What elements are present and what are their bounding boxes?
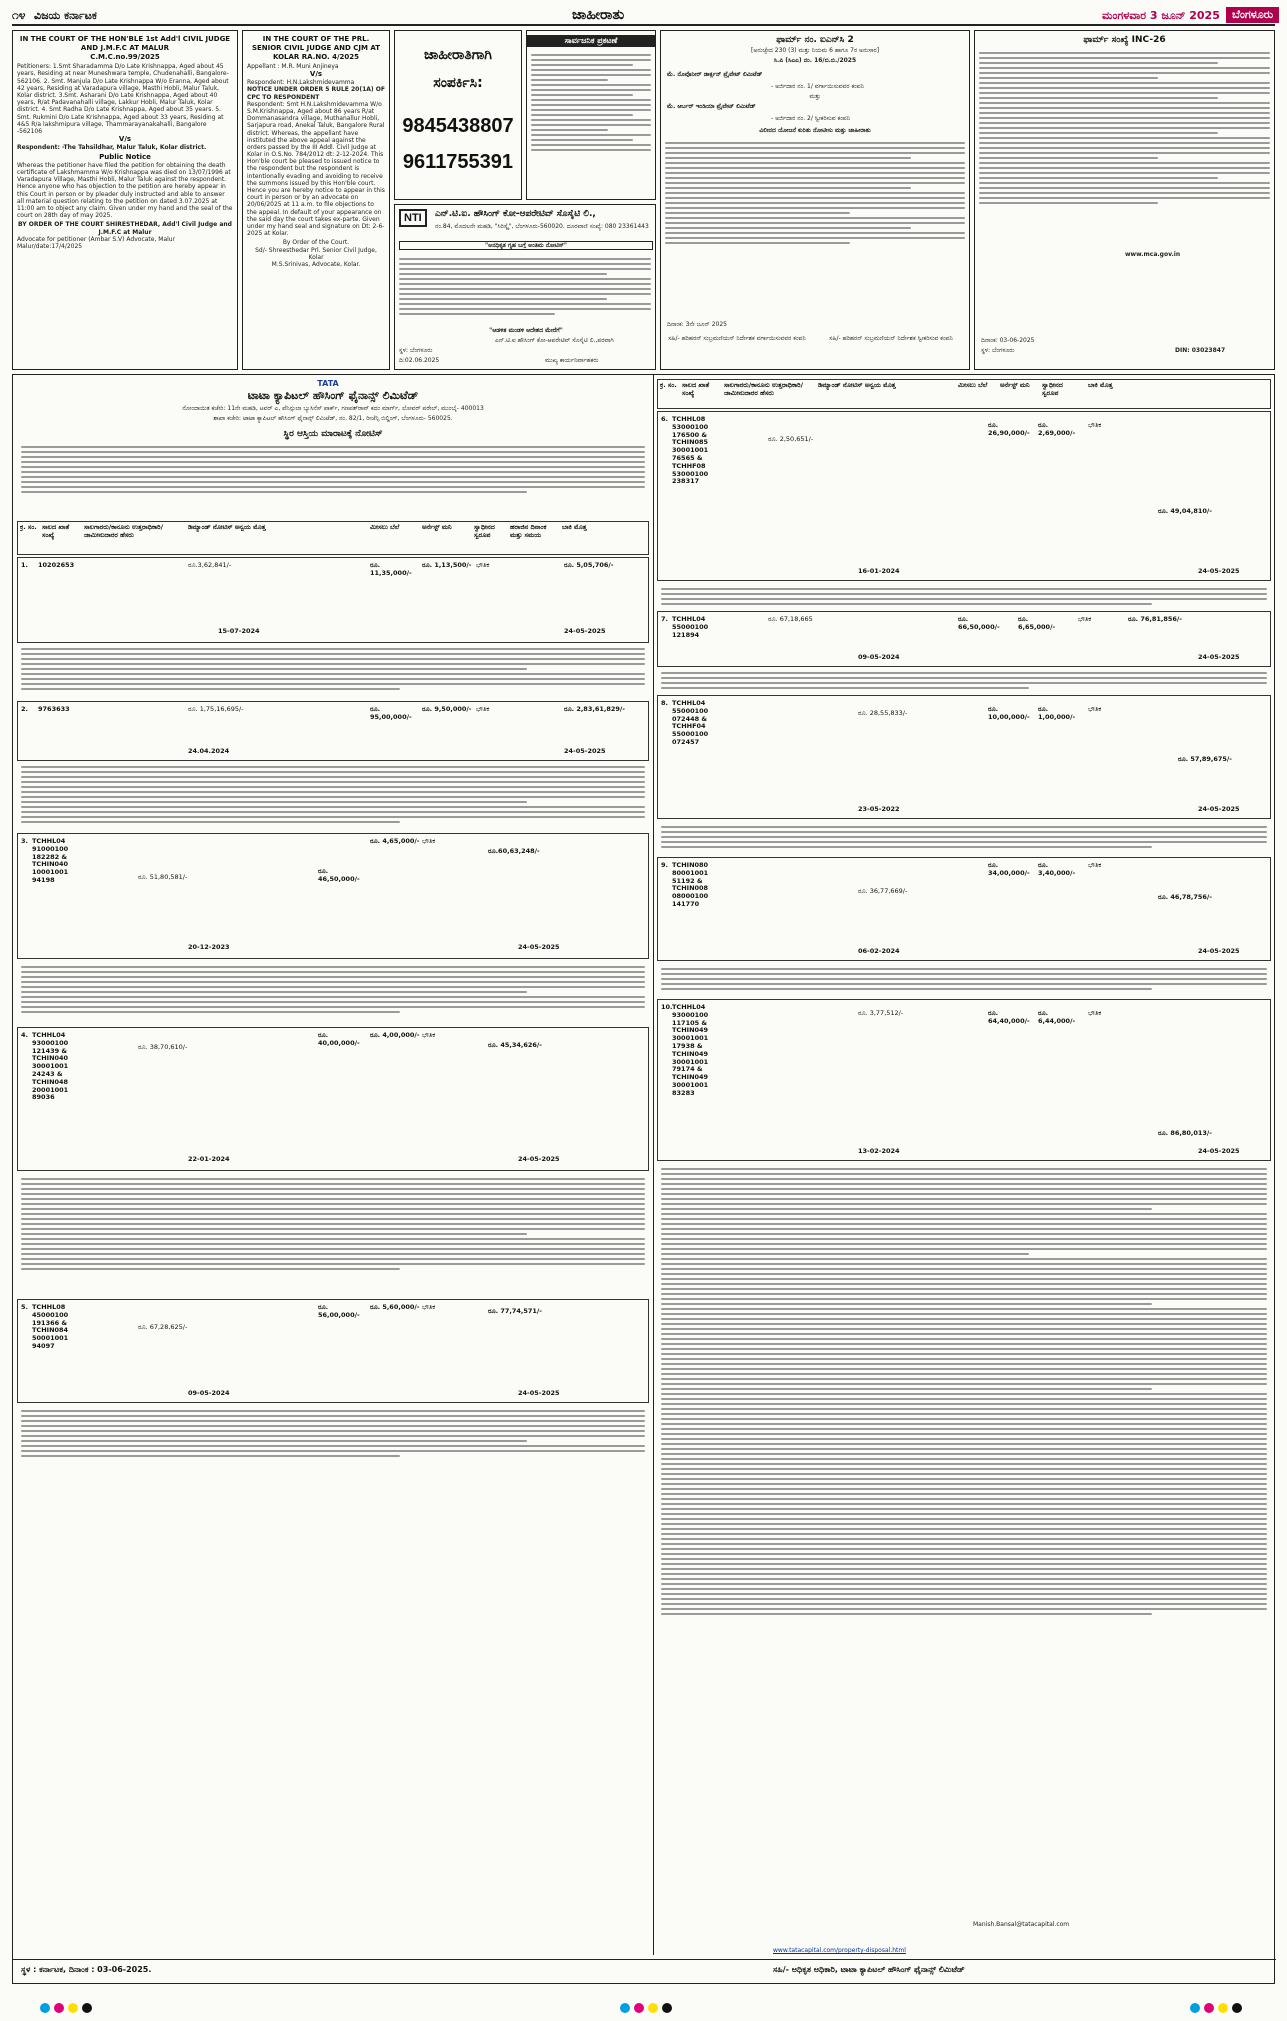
magenta-mark bbox=[1204, 2003, 1214, 2013]
row-amount: ರೂ. 67,28,625/- bbox=[138, 1324, 188, 1331]
row-sn: 10. bbox=[661, 1004, 673, 1011]
section-title: ಜಾಹೀರಾತು bbox=[572, 7, 625, 23]
row-sn: 2. bbox=[21, 706, 28, 713]
row-account: TCHHL04 55000100 121894 bbox=[672, 616, 709, 639]
row-description bbox=[657, 965, 1271, 993]
yellow-mark bbox=[648, 2003, 658, 2013]
row-reserve: ರೂ. 64,40,000/- bbox=[988, 1010, 1030, 1025]
row-possession: ಭೌತಿಕ bbox=[1078, 616, 1092, 623]
row-reserve: ರೂ. 66,50,000/- bbox=[958, 616, 1000, 631]
public-notice-body bbox=[527, 51, 655, 154]
nti-signoff: ಎನ್.ಟಿ.ಐ ಹೌಸಿಂಗ್ ಕೋ-ಆಪರೇಟಿವ್ ಸೊಸೈಟಿ ಲಿ.,ಪರವಾಗಿ bbox=[495, 337, 614, 344]
row-notice-date: 13-02-2024 bbox=[858, 1148, 900, 1155]
row-notice-date: 09-05-2024 bbox=[858, 654, 900, 661]
row-sn: 5. bbox=[21, 1304, 28, 1311]
row-possession: ಭೌತಿಕ bbox=[1088, 422, 1102, 429]
row-auction-date: 24-05-2025 bbox=[1198, 806, 1240, 813]
inc26-date: ದಿನಾಂಕ: 03-06-2025 bbox=[981, 337, 1035, 344]
row-outstanding: ರೂ. 76,81,856/- bbox=[1128, 616, 1182, 623]
nti-ceo: ಮುಖ್ಯ ಕಾರ್ಯನಿರ್ವಾಹಕರು bbox=[545, 357, 599, 364]
court-notice-kolar bbox=[242, 30, 390, 370]
row-account: TCHIN080 80001001 51192 & TCHIN008 08000100 141770 bbox=[672, 862, 709, 908]
tata-logo: TATA bbox=[317, 379, 339, 388]
by-order-text: By Order of the Court. bbox=[282, 239, 350, 247]
table-row bbox=[657, 411, 1271, 581]
inc26-place: ಸ್ಥಳ: ಬೆಂಗಳೂರು bbox=[981, 347, 1015, 354]
row-amount: ರೂ. 3,77,512/- bbox=[858, 1010, 904, 1017]
row-amount: ರೂ. 2,50,651/- bbox=[768, 436, 814, 443]
row-description bbox=[657, 823, 1271, 851]
inc2-case: ಸಿ.ಪಿ (ಸಿಎಎ) ನಂ. 16/ಬಿ.ಬಿ./2025 bbox=[773, 57, 857, 64]
page-number: ೧೪ bbox=[12, 8, 26, 22]
row-emd: ರೂ. 9,50,000/- bbox=[422, 706, 472, 713]
signature-text: Sd/- Shreesthedar Prl. Senior Civil Judge, Kolar bbox=[255, 246, 377, 261]
row-sn: 3. bbox=[21, 838, 28, 845]
inc2-subtitle: [ಅನುಚ್ಛೇದ 230 (3) ಮತ್ತು ನಿಯಮ 6 ಹಾಗೂ 7ರ ಅನುಸಾರ] bbox=[750, 47, 880, 54]
row-sn: 1. bbox=[21, 562, 28, 569]
row-emd: ರೂ. 6,44,000/- bbox=[1038, 1010, 1076, 1025]
tata-signoff: ಸಹಿ/- ಅಧಿಕೃತ ಅಧಿಕಾರಿ, ಟಾಟಾ ಕ್ಯಾಪಿಟಲ್ ಹೌಸಿಂಗ್ ಫೈನಾನ್ಸ್ ಲಿಮಿಟೆಡ್ bbox=[773, 1965, 965, 1974]
respondent-text: Respondent: -The Tahsildhar, Malur Taluk, Kolar district. bbox=[17, 143, 207, 151]
tata-notice-title: ಸ್ಥಿರ ಆಸ್ತಿಯ ಮಾರಾಟಕ್ಕೆ ನೋಟಿಸ್ bbox=[283, 429, 383, 439]
row-possession: ಭೌತಿಕ bbox=[1088, 706, 1102, 713]
header-auction-date: ಹರಾಜಿನ ದಿನಾಂಕ ಮತ್ತು ಸಮಯ bbox=[510, 524, 547, 539]
registration-marks-center bbox=[620, 2003, 700, 2015]
row-notice-date: 24.04.2024 bbox=[188, 748, 230, 755]
row-account: TCHHL04 55000100 072448 & TCHHF04 55000100 072457 bbox=[672, 700, 709, 746]
auction-website-link[interactable]: www.tatacapital.com/property-disposal.html bbox=[773, 1947, 906, 1954]
row-emd: ರೂ. 4,65,000/- bbox=[370, 838, 420, 845]
row-outstanding: ರೂ. 45,34,626/- bbox=[488, 1042, 542, 1049]
row-amount: ರೂ. 28,55,833/- bbox=[858, 710, 908, 717]
tata-branch: ಶಾಖಾ ಕಚೇರಿ: ಟಾಟಾ ಕ್ಯಾಪಿಟಲ್ ಹೌಸಿಂಗ್ ಫೈನಾನ್ಸ್ ಲಿಮಿಟೆಡ್, ನಂ. 82/1, ರೀಜೆನ್ಸಿ ಬಿಲ್ಡಿಂಗ್, ಬೆಂಗಳೂರು- 560025. bbox=[213, 415, 453, 422]
registration-marks-right bbox=[1190, 2003, 1270, 2015]
table-row bbox=[657, 611, 1271, 667]
row-outstanding: ರೂ. 2,83,61,829/- bbox=[564, 706, 625, 713]
nti-body bbox=[395, 255, 655, 318]
terms-and-conditions bbox=[657, 1165, 1271, 1618]
row-auction-date: 24-05-2025 bbox=[1198, 1148, 1240, 1155]
header-sn: ಕ್ರ. ಸಂ. bbox=[660, 382, 677, 389]
row-reserve: ರೂ. 11,35,000/- bbox=[370, 562, 412, 577]
row-reserve: ರೂ. 34,00,000/- bbox=[988, 862, 1030, 877]
row-auction-date: 24-05-2025 bbox=[1198, 568, 1240, 575]
row-outstanding: ರೂ.60,63,248/- bbox=[488, 848, 540, 855]
row-auction-date: 24-05-2025 bbox=[518, 944, 560, 951]
nti-housing-notice bbox=[394, 204, 656, 370]
nti-place: ಸ್ಥಳ: ಬೆಂಗಳೂರು bbox=[399, 347, 433, 354]
row-emd: ರೂ. 1,13,500/- bbox=[422, 562, 472, 569]
row-description bbox=[17, 963, 649, 1016]
row-description bbox=[657, 669, 1271, 692]
table-row bbox=[657, 999, 1271, 1161]
bottom-divider bbox=[13, 1959, 1276, 1960]
header-reserve: ಮೀಸಲು ಬೆಲೆ bbox=[958, 382, 988, 389]
row-auction-date: 24-05-2025 bbox=[518, 1156, 560, 1163]
header-acct: ಸಾಲದ ಖಾತೆ ಸಂಖ್ಯೆ bbox=[42, 524, 70, 539]
issue-date: ಮಂಗಳವಾರ 3 ಜೂನ್ 2025 bbox=[1102, 9, 1220, 22]
inc2-notice: ವಿಲೀನದ ಯೋಜನೆ ಕುರಿತು ನೋಟೀಸು ಮತ್ತು ಜಾಹೀರಾತು bbox=[759, 127, 871, 134]
row-emd: ರೂ. 6,65,000/- bbox=[1018, 616, 1056, 631]
row-possession: ಭೌತಿಕ bbox=[1088, 862, 1102, 869]
header-names: ಸಾಲಗಾರರು/ಕಾನೂನು ಉತ್ತರಾಧಿಕಾರಿ/ಜಾಮೀನುದಾರರ ಹೆಸರು bbox=[84, 524, 163, 539]
contact-email-link[interactable]: Manish.Bansal@tatacapital.com bbox=[973, 1921, 1070, 1928]
row-notice-date: 09-05-2024 bbox=[188, 1390, 230, 1397]
table-row bbox=[657, 695, 1271, 819]
row-sn: 7. bbox=[661, 616, 668, 623]
form-inc26-notice bbox=[974, 30, 1275, 370]
advocate-text: Advocate for petitioner (Ambar S.V) Advocate, Malur Malur/date:17/4/2025 bbox=[17, 235, 176, 250]
masthead bbox=[12, 6, 1275, 26]
yellow-mark bbox=[1218, 2003, 1228, 2013]
header-possession: ಸ್ವಾಧೀನದ ಸ್ವರೂಪ bbox=[1042, 382, 1063, 397]
header-names: ಸಾಲಗಾರರು/ಕಾನೂನು ಉತ್ತರಾಧಿಕಾರಿ/ಜಾಮೀನುದಾರರ ಹೆಸರು bbox=[724, 382, 803, 397]
inc2-sign-1: ಸಹಿ/- ಹರಿಹರನ್ ಸುಬ್ರಮಣಿಯನ್ ನಿರ್ದೇಶಕ ವರ್ಗಾಯಿಸುವವರ ಕಂಪನಿ bbox=[668, 335, 806, 342]
row-reserve: ರೂ. 56,00,000/- bbox=[318, 1304, 360, 1319]
row-outstanding: ರೂ. 86,80,013/- bbox=[1158, 1130, 1212, 1137]
vs-label: V/s bbox=[118, 135, 132, 144]
ad-heading: ಜಾಹೀರಾತಿಗಾಗಿ bbox=[424, 47, 492, 63]
header-sn: ಕ್ರ. ಸಂ. bbox=[20, 524, 37, 531]
left-table-header bbox=[17, 521, 649, 555]
row-account: 9763633 bbox=[38, 706, 70, 713]
row-description bbox=[17, 645, 649, 693]
row-possession: ಭೌತಿಕ bbox=[476, 562, 490, 569]
inc2-sign-2: ಸಹಿ/- ಹರಿಹರನ್ ಸುಬ್ರಮಣಿಯನ್ ನಿರ್ದೇಶಕ ಸ್ವೀಕರಿಸುವ ಕಂಪನಿ bbox=[829, 335, 953, 342]
table-row bbox=[17, 701, 649, 761]
row-sn: 9. bbox=[661, 862, 668, 869]
vs-label: V/s bbox=[309, 70, 323, 79]
row-emd: ರೂ. 1,00,000/- bbox=[1038, 706, 1076, 721]
row-emd: ರೂ. 5,60,000/- bbox=[370, 1304, 420, 1311]
table-row bbox=[17, 1027, 649, 1171]
notice-title: NOTICE UNDER ORDER 5 RULE 20(1A) OF CPC TO RESPONDENT bbox=[247, 86, 385, 101]
ad-contact-box bbox=[394, 30, 522, 200]
form-inc2-notice bbox=[660, 30, 970, 370]
row-notice-date: 15-07-2024 bbox=[218, 628, 260, 635]
place-and-date: ಸ್ಥಳ : ಕರ್ನಾಟಕ, ದಿನಾಂಕ : 03-06-2025. bbox=[21, 1965, 152, 1974]
inc2-company-2: ಮೆ. ಆರ್ಬರ್ ಇಂಡಿಯಾ ಪ್ರೈವೇಟ್ ಲಿಮಿಟೆಡ್ bbox=[667, 103, 756, 110]
notice-heading: IN THE COURT OF THE HON'BLE 1st Add'l CIVIL JUDGE AND J.M.F.C AT MALUR bbox=[19, 35, 231, 52]
tata-capital-notice bbox=[12, 374, 1275, 1984]
inc26-title: ಫಾರ್ಮ್ ಸಂಖ್ಯೆ INC-26 bbox=[1083, 35, 1166, 45]
row-amount: ರೂ. 51,80,581/- bbox=[138, 874, 188, 881]
nti-notice-label: "ಅನಧಿಕೃತ ಗೃಹ ಬಗ್ಗೆ ಅಂತಿಮ ನೋಟಿಸ್" bbox=[399, 241, 653, 250]
row-amount: ರೂ. 36,77,669/- bbox=[858, 888, 908, 895]
by-order-text: BY ORDER OF THE COURT SHIRESTHEDAR, Add'l Civil Judge and J.M.F.C at Malur bbox=[18, 221, 232, 236]
public-notice-top bbox=[526, 30, 656, 200]
notice-heading: IN THE COURT OF THE PRL. SENIOR CIVIL JUDGE AND CJM AT KOLAR RA.NO. 4/2025 bbox=[251, 35, 381, 61]
tata-intro-text bbox=[17, 443, 649, 496]
header-emd: ಅರ್ನೆಸ್ಟ್ ಮನಿ bbox=[422, 524, 452, 531]
row-emd: ರೂ. 3,40,000/- bbox=[1038, 862, 1076, 877]
nti-address: ನಂ.84, ಮೊದಲನೇ ಮಹಡಿ, "ಸಿರಿಸ್ಕೈ", ಬೆಂಗಳೂರು-560020. ದೂರವಾಣಿ ಸಂಖ್ಯೆ: 080 23361443 bbox=[435, 223, 649, 230]
inc2-body bbox=[661, 139, 969, 247]
row-auction-date: 24-05-2025 bbox=[1198, 948, 1240, 955]
nti-title: ಎನ್.ಟಿ.ಐ. ಹೌಸಿಂಗ್ ಕೋ-ಆಪರೇಟಿವ್ ಸೊಸೈಟಿ ಲಿ., bbox=[435, 209, 596, 219]
row-emd: ರೂ. 4,00,000/- bbox=[370, 1032, 420, 1039]
black-mark bbox=[82, 2003, 92, 2013]
row-auction-date: 24-05-2025 bbox=[564, 748, 606, 755]
table-row bbox=[17, 833, 649, 959]
row-description bbox=[17, 1407, 649, 1460]
table-row bbox=[17, 557, 649, 643]
row-auction-date: 24-05-2025 bbox=[564, 628, 606, 635]
tata-company-name: ಟಾಟಾ ಕ್ಯಾಪಿಟಲ್ ಹೌಸಿಂಗ್ ಫೈನಾನ್ಸ್ ಲಿಮಿಟೆಡ್ bbox=[247, 389, 419, 402]
inc2-role-2: - ಅರ್ಜಿದಾರ ನಂ. 2/ ಸ್ವೀಕರಿಸುವ ಕಂಪನಿ bbox=[771, 115, 851, 122]
inc2-and: ಮತ್ತು bbox=[809, 93, 821, 100]
case-number: C.M.C.no.99/2025 bbox=[90, 52, 160, 61]
header-emd: ಅರ್ನೆಸ್ಟ್ ಮನಿ bbox=[1000, 382, 1030, 389]
row-sn: 4. bbox=[21, 1032, 28, 1039]
row-auction-date: 24-05-2025 bbox=[1198, 654, 1240, 661]
header-outstanding: ಬಾಕಿ ಮೊತ್ತ bbox=[1088, 382, 1113, 389]
inc2-role-1: - ಅರ್ಜಿದಾರ ನಂ. 1/ ವರ್ಗಾಯಿಸುವವರ ಕಂಪನಿ bbox=[771, 83, 864, 90]
ad-phone-2: 9611755391 bbox=[402, 151, 514, 173]
row-notice-date: 20-12-2023 bbox=[188, 944, 230, 951]
advocate-text: M.S.Srinivas, Advocate, Kolar. bbox=[271, 260, 361, 268]
row-outstanding: ರೂ. 46,78,756/- bbox=[1158, 894, 1212, 901]
header-possession: ಸ್ವಾಧೀನದ ಸ್ವರೂಪ bbox=[474, 524, 495, 539]
inc26-body bbox=[975, 49, 1274, 207]
row-reserve: ರೂ. 46,50,000/- bbox=[318, 868, 360, 883]
magenta-mark bbox=[54, 2003, 64, 2013]
row-outstanding: ರೂ. 5,05,706/- bbox=[564, 562, 614, 569]
registration-marks-left bbox=[40, 2003, 120, 2015]
row-possession: ಭೌತಿಕ bbox=[1088, 1010, 1102, 1017]
nti-date: ದಿ:02.06.2025 bbox=[399, 357, 440, 364]
row-description bbox=[17, 763, 649, 826]
row-auction-date: 24-05-2025 bbox=[518, 1390, 560, 1397]
inc2-company-1: ಮೆ. ನೊವೊನೀರ್ ಡಾರ್ಕ್ಸನ್ ಪ್ರೈವೇಟ್ ಲಿಮಿಟೆಡ್ bbox=[667, 71, 763, 78]
row-reserve: ರೂ. 40,00,000/- bbox=[318, 1032, 360, 1047]
yellow-mark bbox=[68, 2003, 78, 2013]
row-account: TCHHL04 93000100 121439 & TCHIN040 30001001 24243 & TCHIN048 20001001 89036 bbox=[32, 1032, 69, 1102]
row-emd: ರೂ. 2,69,000/- bbox=[1038, 422, 1076, 437]
header-outstanding: ಬಾಕಿ ಮೊತ್ತ bbox=[562, 524, 587, 531]
row-sn: 8. bbox=[661, 700, 668, 707]
table-row bbox=[657, 857, 1271, 961]
court-notice-malur bbox=[12, 30, 238, 370]
ad-phone-1: 9845438807 bbox=[402, 115, 514, 137]
cyan-mark bbox=[40, 2003, 50, 2013]
row-account: TCHHL08 45000100 191366 & TCHIN084 50001001 94097 bbox=[32, 1304, 69, 1350]
nti-logo: NTI bbox=[399, 209, 427, 227]
petitioners-text: Petitioners: 1.Smt Sharadamma D/o Late Krishnappa, Aged about 45 years, Residing at near Muneshwara temple, Chudenahalli, Bangalore-562106. 2. Smt. Manjula D/o Late Krishnappa W/o Eranna, Aged about 42 years, Residing at Varadapura village, Masthi Hobli, Malur Taluk, Kolar district. 3.Smt. Asharani D/o Late Krishnappa, Aged about 40 years, R/at Padavanahalli village, Lakkur Hobli, Malur Taluk, Kolar district. 4. Smt Radha D/o Late Krishnappa, Aged about 35 years. 5. Smt. Rukmini D/o Late Krishnappa, Aged about 33 years, Residing at 4&5 R/a lakshmipura village, Thammarayanakahalli, Bangalore -562106 bbox=[17, 63, 229, 135]
public-notice-title: ಸಾರ್ವಜನಿಕ ಪ್ರಕಟಣೆ bbox=[527, 35, 655, 47]
cyan-mark bbox=[1190, 2003, 1200, 2013]
cyan-mark bbox=[620, 2003, 630, 2013]
row-reserve: ರೂ. 10,00,000/- bbox=[988, 706, 1030, 721]
row-notice-date: 06-02-2024 bbox=[858, 948, 900, 955]
row-description bbox=[657, 585, 1271, 608]
row-account: 10202653 bbox=[38, 562, 75, 569]
city-label: ಬೆಂಗಳೂರು bbox=[1226, 7, 1279, 23]
row-account: TCHHL08 53000100 176500 & TCHIN085 30001001 76565 & TCHHF08 53000100 238317 bbox=[672, 416, 709, 486]
black-mark bbox=[662, 2003, 672, 2013]
row-possession: ಭೌತಿಕ bbox=[422, 1304, 436, 1311]
row-amount: ರೂ. 67,18,665 bbox=[768, 616, 813, 623]
table-row bbox=[17, 1299, 649, 1403]
row-possession: ಭೌತಿಕ bbox=[476, 706, 490, 713]
respondent-text: Respondent: H.N.Lakshmidevamma bbox=[247, 79, 355, 87]
public-notice-body: Whereas the petitioner have filed the petition for obtaining the death certificate of Lakshmamma W/o Krishnappa was died on 13/07/1996 at Varadapura Village, Masthi Hobli, Malur Taluk against the respondent. Hence anyone who has objection to the petition are hereby appear in this Court in person or by pleader duly instructed and able to answer all material question relating to the petition on dated 3.07.2025 at 11:00 am to object any claim. Given under my hand and the seal of the court on 28th day of may 2025. bbox=[17, 161, 233, 220]
tata-reg-office: ನೋಂದಾಯಿತ ಕಚೇರಿ: 11ನೇ ಮಹಡಿ, ಟವರ್ ಎ, ಪೆನಿನ್ಸುಲಾ ಬ್ಯುಸಿನೆಸ್ ಪಾರ್ಕ್, ಗಣಪತ್‌ರಾವ್ ಕದಂ ಮಾರ್ಗ್, ಲೋವರ್ ಪರೇಲ್, ಮುಂಬೈ- 400013 bbox=[182, 405, 484, 412]
row-notice-date: 22-01-2024 bbox=[188, 1156, 230, 1163]
row-account: TCHHL04 93000100 117105 & TCHIN049 30001001 17938 & TCHIN049 30001001 79174 & TCHIN049 30001001 83283 bbox=[672, 1004, 709, 1097]
row-reserve: ರೂ. 26,90,000/- bbox=[988, 422, 1030, 437]
public-notice-title: Public Notice bbox=[99, 153, 151, 162]
notice-body: Respondent: Smt H.N.Lakshmidevamma W/o S.M.Krishnappa, Aged about 86 years R/at Dommanasandra village, Muthanallur Hobli, Sarjapura road, Anekal Taluk, Bangalore Rural district. Whereas, the appellant have instituted the above appeal against the orders passed by the III Addl. Civil Judge at Kolar in O.S.No. 784/2012 dt: 2-12-2024. This Hon'ble court be pleased to issued notice to the respondent but the respondent is intentionally evading and avoiding to receive the summons issued by this Hon'ble court. Hence you are hereby notice to appear in this court in person or by an advocate on 20/06/2025 at 11 a.m. to file objections to the appeal. In default of your appearance on the said day the court takes ex-parte. Given under my hand seal and signature on Dt: 2-6-2025 at Kolar. bbox=[247, 100, 385, 238]
row-amount: ರೂ. 1,75,16,695/- bbox=[188, 706, 244, 713]
row-outstanding: ರೂ. 77,74,571/- bbox=[488, 1308, 542, 1315]
row-amount: ರೂ. 38,70,610/- bbox=[138, 1044, 188, 1051]
header-acct: ಸಾಲದ ಖಾತೆ ಸಂಖ್ಯೆ bbox=[682, 382, 710, 397]
row-reserve: ರೂ. 95,00,000/- bbox=[370, 706, 412, 721]
black-mark bbox=[1232, 2003, 1242, 2013]
ad-contact-label: ಸಂಪರ್ಕಿಸಿ: bbox=[433, 75, 483, 91]
inc2-title: ಫಾರ್ಮ್ ನಂ. ಐಎನ್‌ಸಿ 2 bbox=[776, 35, 854, 45]
appellant-text: Appellant : M.R. Muni Anjineya bbox=[247, 63, 339, 71]
row-notice-date: 23-05-2022 bbox=[858, 806, 900, 813]
row-notice-date: 16-01-2024 bbox=[858, 568, 900, 575]
row-amount: ರೂ.3,62,841/- bbox=[188, 562, 232, 569]
header-reserve: ಮೀಸಲು ಬೆಲೆ bbox=[370, 524, 400, 531]
nti-motto: "ಆಡಳಿತ ಮಂಡಳಿ ಆದೇಶದ ಮೇರೆಗೆ" bbox=[489, 327, 563, 334]
paper-name: ವಿಜಯ ಕರ್ನಾಟಕ bbox=[34, 9, 97, 22]
row-account: TCHHL04 91000100 182282 & TCHIN040 10001001 94198 bbox=[32, 838, 69, 884]
inc26-din: DIN: 03023847 bbox=[1175, 347, 1226, 354]
inc26-website: www.mca.gov.in bbox=[1125, 251, 1181, 258]
header-amount: ಡಿಮ್ಯಾಂಡ್ ನೋಟಿಸ್ ಅನ್ವಯ ಮೊತ್ತ bbox=[818, 382, 896, 389]
row-outstanding: ರೂ. 49,04,810/- bbox=[1158, 508, 1212, 515]
row-description bbox=[17, 1175, 649, 1273]
column-divider bbox=[653, 375, 654, 1955]
row-possession: ಭೌತಿಕ bbox=[422, 1032, 436, 1039]
row-outstanding: ರೂ. 57,89,675/- bbox=[1178, 756, 1232, 763]
magenta-mark bbox=[634, 2003, 644, 2013]
inc2-date: ದಿನಾಂಕ: 3ನೇ ಜೂನ್ 2025 bbox=[667, 321, 727, 328]
right-table-header bbox=[657, 379, 1271, 409]
row-sn: 6. bbox=[661, 416, 668, 423]
header-amount: ಡಿಮ್ಯಾಂಡ್ ನೋಟಿಸ್ ಅನ್ವಯ ಮೊತ್ತ bbox=[188, 524, 266, 531]
row-possession: ಭೌತಿಕ bbox=[422, 838, 436, 845]
